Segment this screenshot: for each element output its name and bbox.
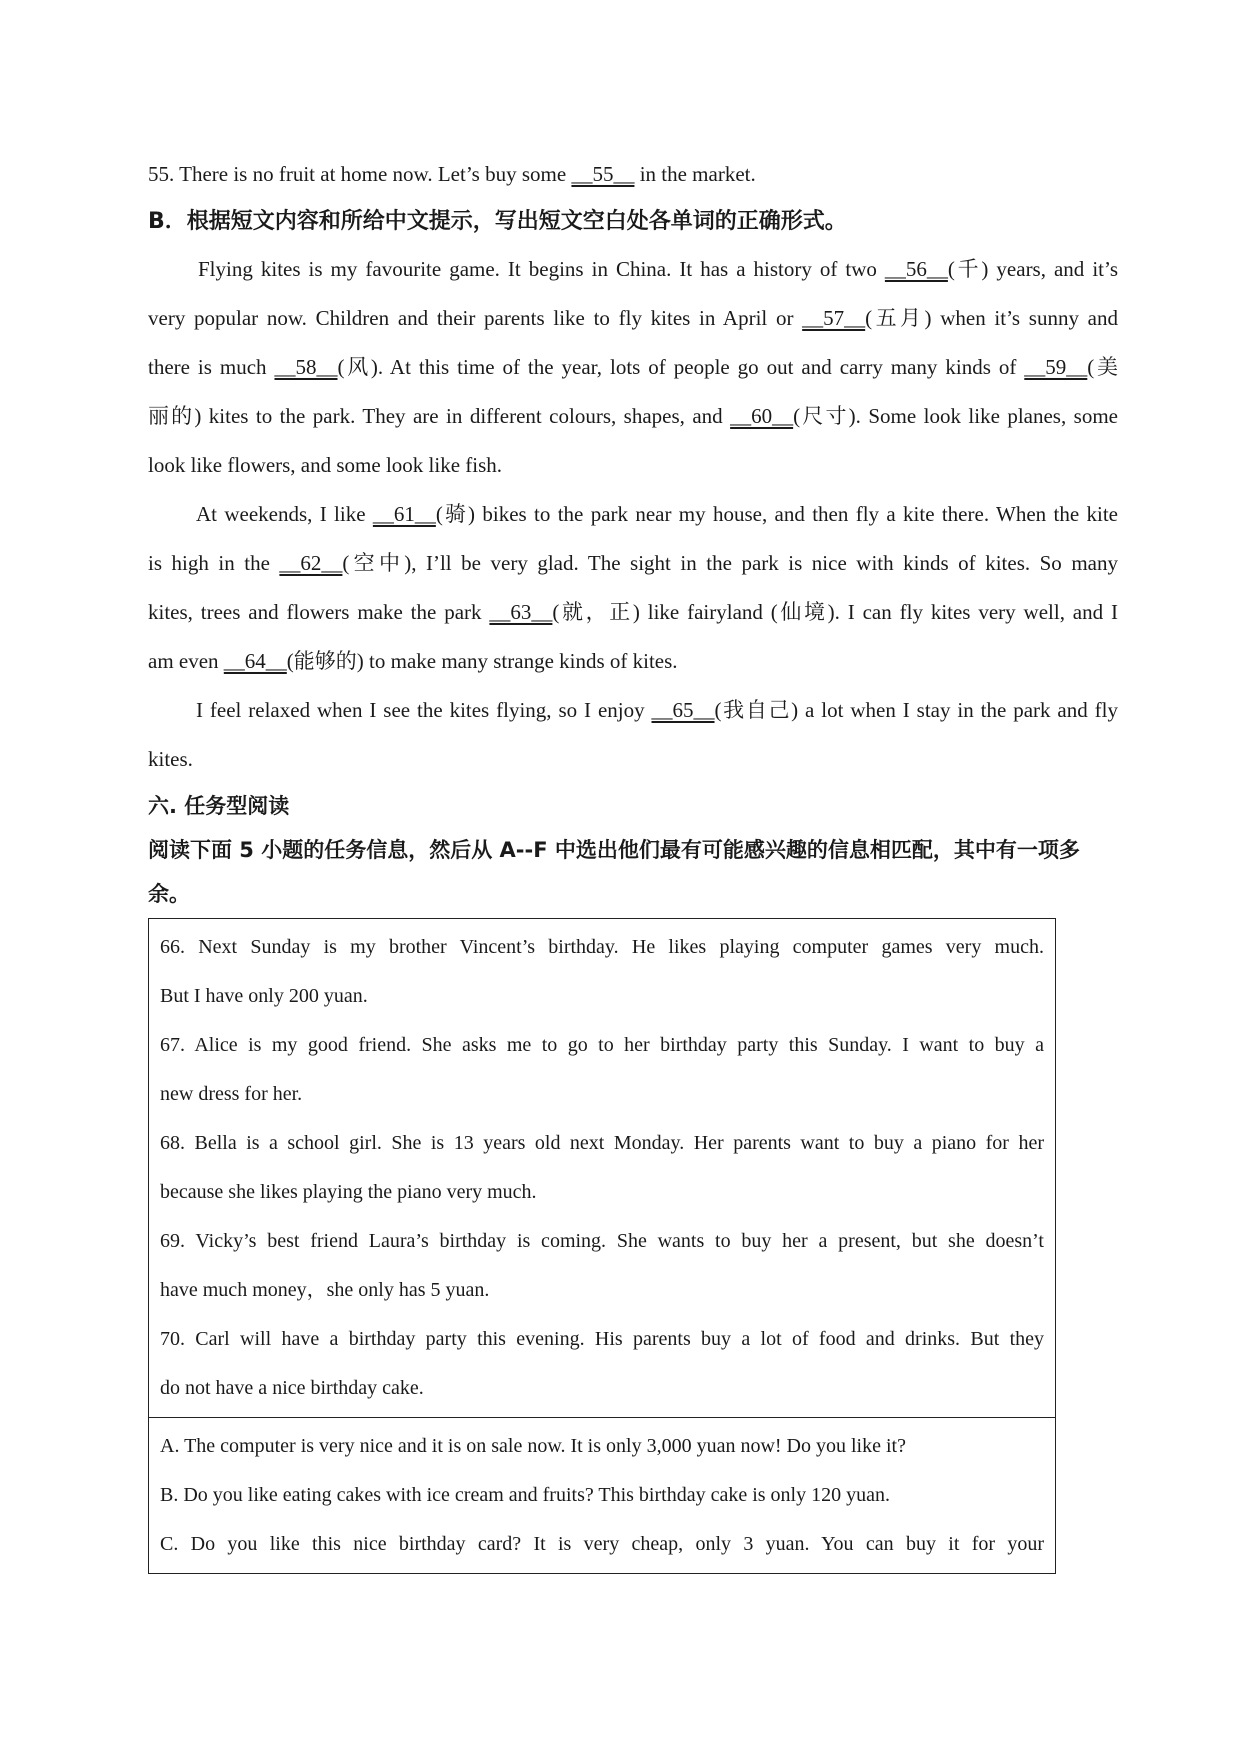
blank-59: __59__ xyxy=(1024,355,1088,379)
passage-line-3 xyxy=(148,343,1118,392)
text: At weekends, I like xyxy=(196,502,373,526)
blank-64: __64__ xyxy=(223,649,287,673)
text: (我自己) a lot when I stay in the park and fly xyxy=(714,698,1118,722)
task-69-line-2: have much money，she only has 5 yuan. xyxy=(160,1279,490,1301)
blank-61: __61__ xyxy=(372,502,436,526)
tasks-box xyxy=(148,918,1056,1418)
task-70-line-1: 70. Carl will have a birthday party this evening. His parents buy a lot of food and drinks. But they xyxy=(160,1328,1044,1350)
task-67-line-2: new dress for her. xyxy=(160,1083,303,1105)
section-6-instruction-line-2: 余。 xyxy=(148,882,190,906)
q55-text-after: in the market. xyxy=(634,162,756,186)
option-b: B. Do you like eating cakes with ice cream and fruits? This birthday cake is only 120 yuan. xyxy=(160,1484,890,1506)
text: I feel relaxed when I see the kites flying, so I enjoy xyxy=(196,698,652,722)
task-69-line-1: 69. Vicky’s best friend Laura’s birthday is coming. She wants to buy her a present, but she doesn’t xyxy=(160,1230,1044,1252)
blank-57: __57__ xyxy=(802,306,866,330)
passage-line-5 xyxy=(148,441,1118,490)
text: (空中), I’ll be very glad. The sight in the park is nice with kinds of kites. So many xyxy=(342,551,1118,575)
passage-line-9 xyxy=(148,637,1118,686)
task-68-line-2: because she likes playing the piano very much. xyxy=(160,1181,537,1203)
text: very popular now. Children and their parents like to fly kites in April or xyxy=(148,306,803,330)
text: (风). At this time of the year, lots of people go out and carry many kinds of xyxy=(337,355,1025,379)
blank-58: __58__ xyxy=(274,355,338,379)
passage-line-2 xyxy=(148,294,1118,343)
task-67-line-1: 67. Alice is my good friend. She asks me to go to her birthday party this Sunday. I want to buy a xyxy=(160,1034,1044,1056)
text: am even xyxy=(148,649,224,673)
task-70-line-2: do not have a nice birthday cake. xyxy=(160,1377,424,1399)
passage-line-10 xyxy=(148,686,1118,735)
text: (骑) bikes to the park near my house, and then fly a kite there. When the kite xyxy=(435,502,1118,526)
blank-60: __60__ xyxy=(730,404,794,428)
passage-line-8 xyxy=(148,588,1118,637)
option-a: A. The computer is very nice and it is on sale now. It is only 3,000 yuan now! Do you like it? xyxy=(160,1435,906,1457)
section-b-title: B．根据短文内容和所给中文提示，写出短文空白处各单词的正确形式。 xyxy=(148,209,847,234)
text: (美 xyxy=(1087,355,1118,379)
text: 丽的) kites to the park. They are in different colours, shapes, and xyxy=(148,404,731,428)
passage-line-4 xyxy=(148,392,1118,441)
options-box xyxy=(148,1418,1056,1574)
text: Flying kites is my favourite game. It begins in China. It has a history of two xyxy=(198,257,885,281)
text: (五月) when it’s sunny and xyxy=(865,306,1118,330)
blank-65: __65__ xyxy=(651,698,715,722)
passage-line-7 xyxy=(148,539,1118,588)
task-66-line-1: 66. Next Sunday is my brother Vincent’s birthday. He likes playing computer games very much. xyxy=(160,936,1044,958)
text: (千) years, and it’s xyxy=(947,257,1118,281)
passage-line-11 xyxy=(148,735,1118,784)
task-66-line-2: But I have only 200 yuan. xyxy=(160,985,368,1007)
document-page xyxy=(148,150,1118,1574)
q55-text-before: 55. There is no fruit at home now. Let’s buy some xyxy=(148,162,572,186)
text: is high in the xyxy=(148,551,280,575)
blank-63: __63__ xyxy=(489,600,553,624)
text: kites, trees and flowers make the park xyxy=(148,600,490,624)
text: (尺寸). Some look like planes, some xyxy=(793,404,1118,428)
task-68-line-1: 68. Bella is a school girl. She is 13 years old next Monday. Her parents want to buy a piano for her xyxy=(160,1132,1044,1154)
blank-55: __55__ xyxy=(571,162,635,186)
text: look like flowers, and some look like fish. xyxy=(148,453,503,477)
section-6-title: 六. 任务型阅读 xyxy=(148,794,290,818)
passage-line-1 xyxy=(148,245,1118,294)
option-c: C. Do you like this nice birthday card? It is very cheap, only 3 yuan. You can buy it for your xyxy=(160,1533,1044,1555)
text: (能够的) to make many strange kinds of kites. xyxy=(286,649,678,673)
blank-62: __62__ xyxy=(279,551,343,575)
question-55 xyxy=(148,150,1118,199)
text: kites. xyxy=(148,747,193,771)
passage-line-6 xyxy=(148,490,1118,539)
text: (就，正) like fairyland (仙境). I can fly kites very well, and I xyxy=(552,600,1118,624)
section-6-instruction-line-1: 阅读下面 5 小题的任务信息，然后从 A--F 中选出他们最有可能感兴趣的信息相匹配，其中有一项多 xyxy=(148,838,1080,862)
text: there is much xyxy=(148,355,275,379)
blank-56: __56__ xyxy=(884,257,948,281)
